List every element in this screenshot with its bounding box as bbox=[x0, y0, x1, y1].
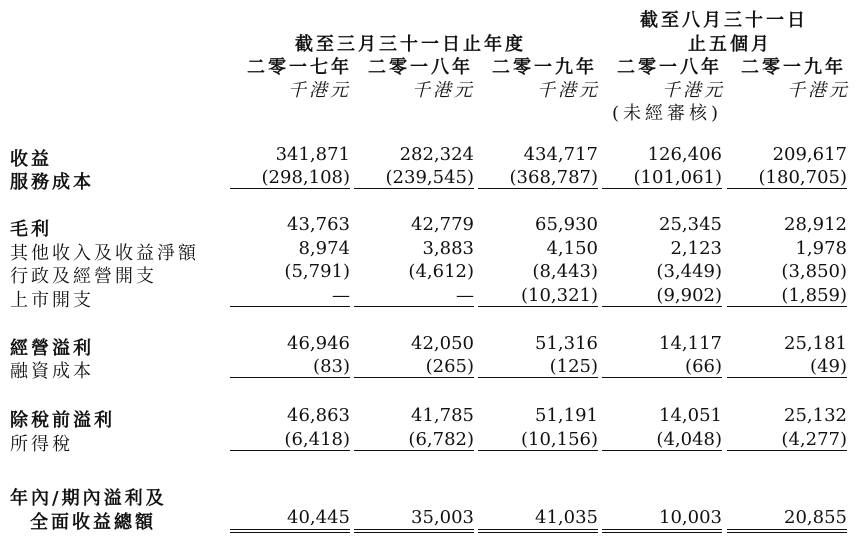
row-value-col-3: (125) bbox=[478, 357, 598, 378]
group-title: 截至三月三十一日止年度 bbox=[295, 34, 526, 55]
row-value-col-3: 65,930 bbox=[535, 214, 598, 235]
aug-title-line1: 截至八月三十一日 bbox=[640, 10, 808, 31]
row-value-col-4: (9,902) bbox=[602, 286, 722, 307]
row-label: 其他收入及收益淨額 bbox=[10, 243, 199, 264]
unit-col-4: 千港元 bbox=[662, 80, 725, 101]
row-value-col-2: 42,050 bbox=[411, 333, 474, 354]
row-value-col-5: 1,978 bbox=[795, 238, 847, 259]
row-label-continued: 全面收益總額 bbox=[30, 512, 156, 533]
row-value-col-2: 35,003 bbox=[354, 508, 474, 533]
row-value-col-5: (4,277) bbox=[727, 430, 847, 451]
row-value-col-2: — bbox=[354, 286, 474, 307]
row-label: 行政及經營開支 bbox=[10, 266, 157, 287]
row-value-col-3: 51,316 bbox=[535, 333, 598, 354]
row-value-col-3: (368,787) bbox=[478, 168, 598, 189]
row-label: 服務成本 bbox=[10, 172, 94, 193]
row-value-col-3: 41,035 bbox=[478, 508, 598, 533]
row-value-col-1: — bbox=[230, 286, 350, 307]
row-value-col-5: 25,181 bbox=[784, 333, 847, 354]
row-value-col-2: (6,782) bbox=[354, 430, 474, 451]
row-label: 收益 bbox=[10, 149, 52, 170]
row-value-col-3: 4,150 bbox=[546, 238, 598, 259]
row-value-col-2: 41,785 bbox=[411, 405, 474, 426]
aug-title-line2: 止五個月 bbox=[688, 34, 772, 55]
row-value-col-4: (66) bbox=[602, 357, 722, 378]
year-col-5: 二零一九年 bbox=[741, 57, 846, 78]
row-value-col-5: (180,705) bbox=[727, 168, 847, 189]
row-value-col-5: 20,855 bbox=[727, 508, 847, 533]
row-label: 除稅前溢利 bbox=[10, 410, 115, 431]
row-value-col-1: 341,871 bbox=[275, 144, 350, 165]
row-value-col-1: (6,418) bbox=[230, 430, 350, 451]
row-value-col-5: (1,859) bbox=[727, 286, 847, 307]
row-value-col-4: (3,449) bbox=[656, 261, 722, 282]
row-value-col-2: (239,545) bbox=[354, 168, 474, 189]
row-value-col-1: 40,445 bbox=[230, 508, 350, 533]
unit-col-2: 千港元 bbox=[412, 80, 475, 101]
row-value-col-4: 14,117 bbox=[659, 333, 722, 354]
row-value-col-2: (4,612) bbox=[408, 261, 474, 282]
row-value-col-3: 51,191 bbox=[535, 405, 598, 426]
row-label: 毛利 bbox=[10, 219, 52, 240]
unit-col-3: 千港元 bbox=[537, 80, 600, 101]
year-col-4: 二零一八年 bbox=[617, 57, 722, 78]
year-col-2: 二零一八年 bbox=[368, 57, 473, 78]
row-value-col-4: 10,003 bbox=[602, 508, 722, 533]
row-value-col-1: 46,863 bbox=[287, 405, 350, 426]
row-label: 上市開支 bbox=[10, 290, 94, 311]
row-value-col-3: (10,156) bbox=[478, 430, 598, 451]
row-value-col-3: 434,717 bbox=[523, 144, 598, 165]
row-value-col-4: 14,051 bbox=[659, 405, 722, 426]
row-value-col-1: (5,791) bbox=[284, 261, 350, 282]
row-value-col-5: (49) bbox=[727, 357, 847, 378]
row-value-col-2: 282,324 bbox=[399, 144, 474, 165]
row-value-col-5: 25,132 bbox=[784, 405, 847, 426]
row-label: 融資成本 bbox=[10, 361, 94, 382]
row-label: 年內/期內溢利及 bbox=[10, 488, 167, 509]
row-value-col-1: (83) bbox=[230, 357, 350, 378]
row-value-col-5: 209,617 bbox=[772, 144, 847, 165]
row-value-col-4: (4,048) bbox=[602, 430, 722, 451]
unit-col-5: 千港元 bbox=[787, 80, 850, 101]
year-col-1: 二零一七年 bbox=[247, 57, 352, 78]
row-value-col-4: 2,123 bbox=[670, 238, 722, 259]
row-value-col-4: 126,406 bbox=[647, 144, 722, 165]
row-value-col-5: 28,912 bbox=[784, 214, 847, 235]
row-value-col-3: (10,321) bbox=[478, 286, 598, 307]
row-value-col-2: (265) bbox=[354, 357, 474, 378]
row-value-col-4: 25,345 bbox=[659, 214, 722, 235]
row-label: 所得稅 bbox=[10, 434, 73, 455]
row-value-col-1: 8,974 bbox=[298, 238, 350, 259]
row-value-col-1: (298,108) bbox=[230, 168, 350, 189]
row-value-col-2: 42,779 bbox=[411, 214, 474, 235]
row-value-col-4: (101,061) bbox=[602, 168, 722, 189]
row-value-col-3: (8,443) bbox=[532, 261, 598, 282]
row-label: 經營溢利 bbox=[10, 338, 94, 359]
row-value-col-1: 43,763 bbox=[287, 214, 350, 235]
row-value-col-5: (3,850) bbox=[781, 261, 847, 282]
row-value-col-1: 46,946 bbox=[287, 333, 350, 354]
row-value-col-2: 3,883 bbox=[422, 238, 474, 259]
unit-col-1: 千港元 bbox=[288, 80, 351, 101]
unaudited-note: (未經審核) bbox=[612, 103, 723, 124]
year-col-3: 二零一九年 bbox=[492, 57, 597, 78]
